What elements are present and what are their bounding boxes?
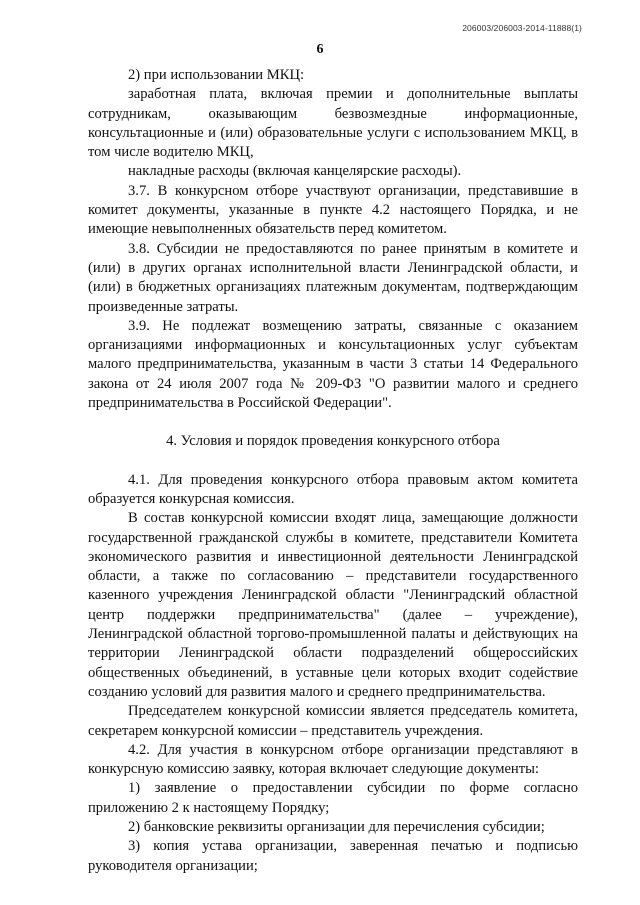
paragraph-3-8: 3.8. Субсидии не предоставляются по ранее принятым в комитете и (или) в других органах исполнительной власти Ленинградской области, и (или) в бюджетных организациях платежным документам, подтверждающим произведенные затраты.: [88, 240, 578, 315]
paragraph-4-1: 4.1. Для проведения конкурсного отбора правовым актом комитета образуется конкурсная комиссия.: [88, 471, 578, 507]
paragraph-3-7: 3.7. В конкурсном отборе участвуют организации, представившие в комитет документы, указанные в пункте 4.2 настоящего Порядка, и не имеющие невыполненных обязательств перед комитетом.: [88, 182, 578, 238]
paragraph-4-2: 4.2. Для участия в конкурсном отборе организации представляют в конкурсную комиссию заявку, которая включает следующие документы:: [88, 741, 578, 778]
page-number: 6: [316, 42, 324, 57]
section-heading-4: 4. Условия и порядок проведения конкурсного отбора: [166, 433, 500, 450]
paragraph-commission-composition: В состав конкурсной комиссии входят лица, замещающие должности государственной гражданской службы в комитете, представители Комитета экономического развития и инвестиционной деятельности Ленинградской области, а также по согласованию – представители государственного казенного учреждения Ленинградской области "Ленинградский областной центр поддержки предпринимательства" (далее – учреждение), Ленинградской областной торгово-промышленной палаты и действующих на территории Ленинградской области подразделений общероссийских общественных объединений, в уставные цели которых входит содействие созданию условий для развития малого и среднего предпринимательства.: [88, 510, 578, 700]
paragraph-overhead: накладные расходы (включая канцелярские расходы).: [128, 163, 462, 180]
paragraph-commission-chair: Председателем конкурсной комиссии является председатель комитета, секретарем конкурсной комиссии – представитель учреждения.: [88, 703, 578, 739]
list-item-charter-copy: 3) копия устава организации, заверенная печатью и подписью руководителя организации;: [88, 838, 578, 874]
document-body: [88, 66, 578, 876]
paragraph-salary: заработная плата, включая премии и дополнительные выплаты сотрудникам, оказывающим безвозмездные информационные, консультационные и (или) образовательные услуги с использованием МКЦ, в том числе водителю МКЦ,: [88, 86, 578, 161]
list-item-application: 1) заявление о предоставлении субсидии по форме согласно приложению 2 к настоящему Порядку;: [88, 780, 578, 816]
paragraph-item-2: 2) при использовании МКЦ:: [128, 67, 305, 83]
list-item-bank-details: 2) банковские реквизиты организации для перечисления субсидии;: [128, 818, 545, 835]
document-id: 206003/206003-2014-11888(1): [462, 23, 582, 33]
paragraph-3-9: 3.9. Не подлежат возмещению затраты, связанные с оказанием организациями информационных и консультационных услуг субъектам малого предпринимательства, указанным в части 3 статьи 14 Федерального закона от 24 июля 2007 года № 209-ФЗ "О развитии малого и среднего предпринимательства в Российской Федерации".: [88, 317, 578, 412]
